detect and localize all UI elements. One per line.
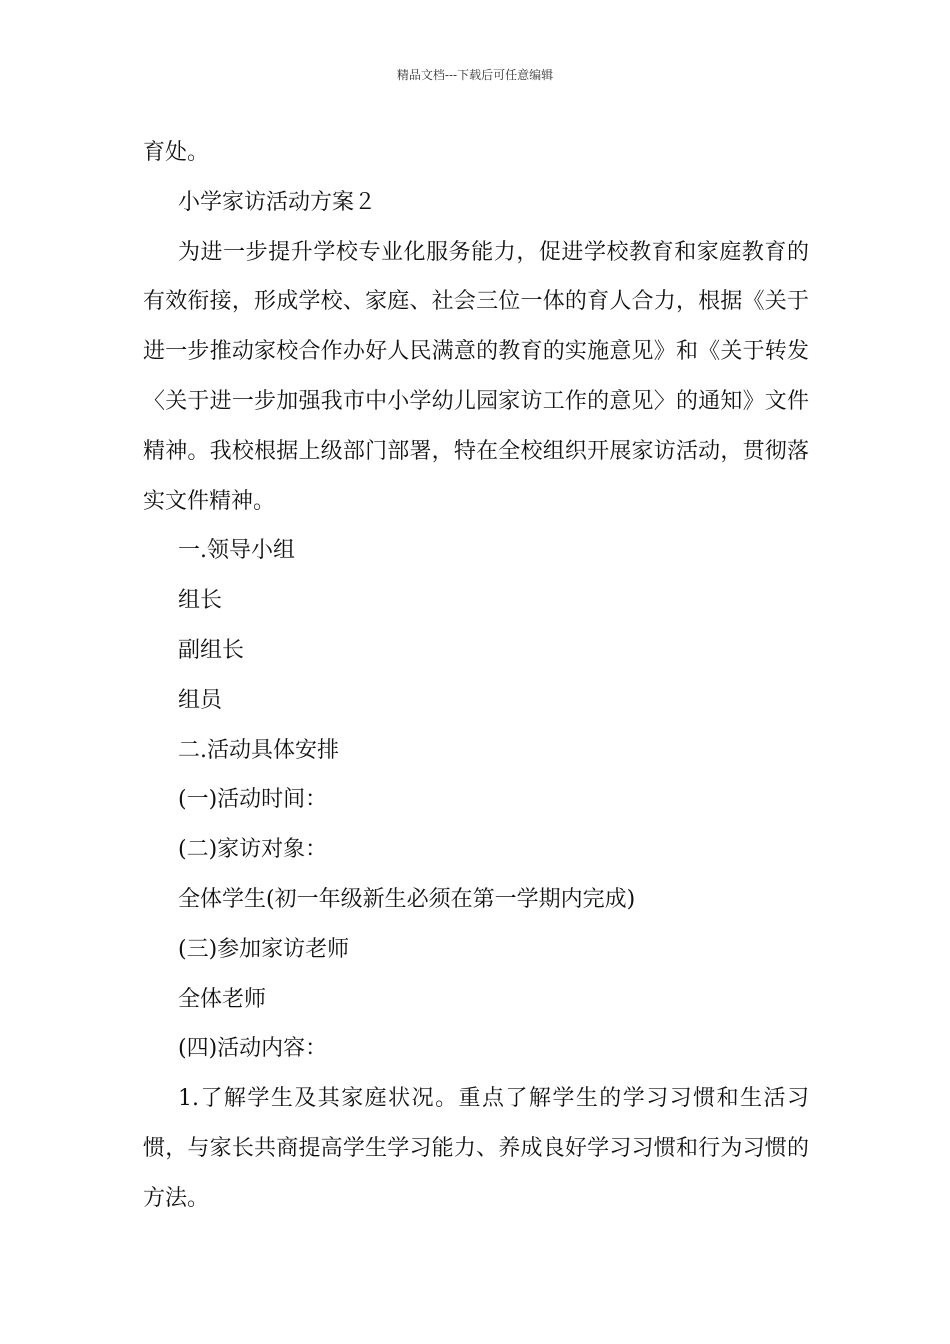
activity-content-point-1: 1.了解学生及其家庭状况。重点了解学生的学习习惯和生活习惯，与家长共商提高学生学习能力、养成良好学习习惯和行为习惯的方法。 (143, 1086, 809, 1211)
role-leader: 组长 (178, 588, 223, 614)
heading-leadership-group: 一.领导小组 (178, 538, 295, 564)
page-header: 精品文档---下载后可任意编辑 (396, 68, 554, 82)
role-members: 组员 (178, 687, 223, 713)
item-participating-teachers: (三)参加家访老师 (178, 936, 350, 962)
section-title: 小学家访活动方案２ (178, 189, 377, 215)
paragraph-continuation: 育处。 (143, 140, 210, 165)
document-body (143, 128, 809, 1224)
item-activity-time: (一)活动时间： (178, 787, 328, 813)
role-deputy-leader: 副组长 (178, 637, 245, 663)
item-visit-target: (二)家访对象： (178, 837, 328, 863)
intro-paragraph: 为进一步提升学校专业化服务能力，促进学校教育和家庭教育的有效衔接，形成学校、家庭、社会三位一体的育人合力，根据《关于进一步推动家校合作办好人民满意的教育的实施意见》和《关于转发〈关于进一步加强我市中小学幼儿园家访工作的意见〉的通知》文件精神。我校根据上级部门部署，特在全校组织开展家访活动，贯彻落实文件精神。 (143, 239, 809, 514)
participating-teachers-detail: 全体老师 (178, 986, 267, 1012)
heading-activity-arrangement: 二.活动具体安排 (178, 737, 339, 763)
visit-target-detail: 全体学生(初一年级新生必须在第一学期内完成) (178, 886, 636, 912)
item-activity-content: (四)活动内容： (178, 1036, 328, 1062)
